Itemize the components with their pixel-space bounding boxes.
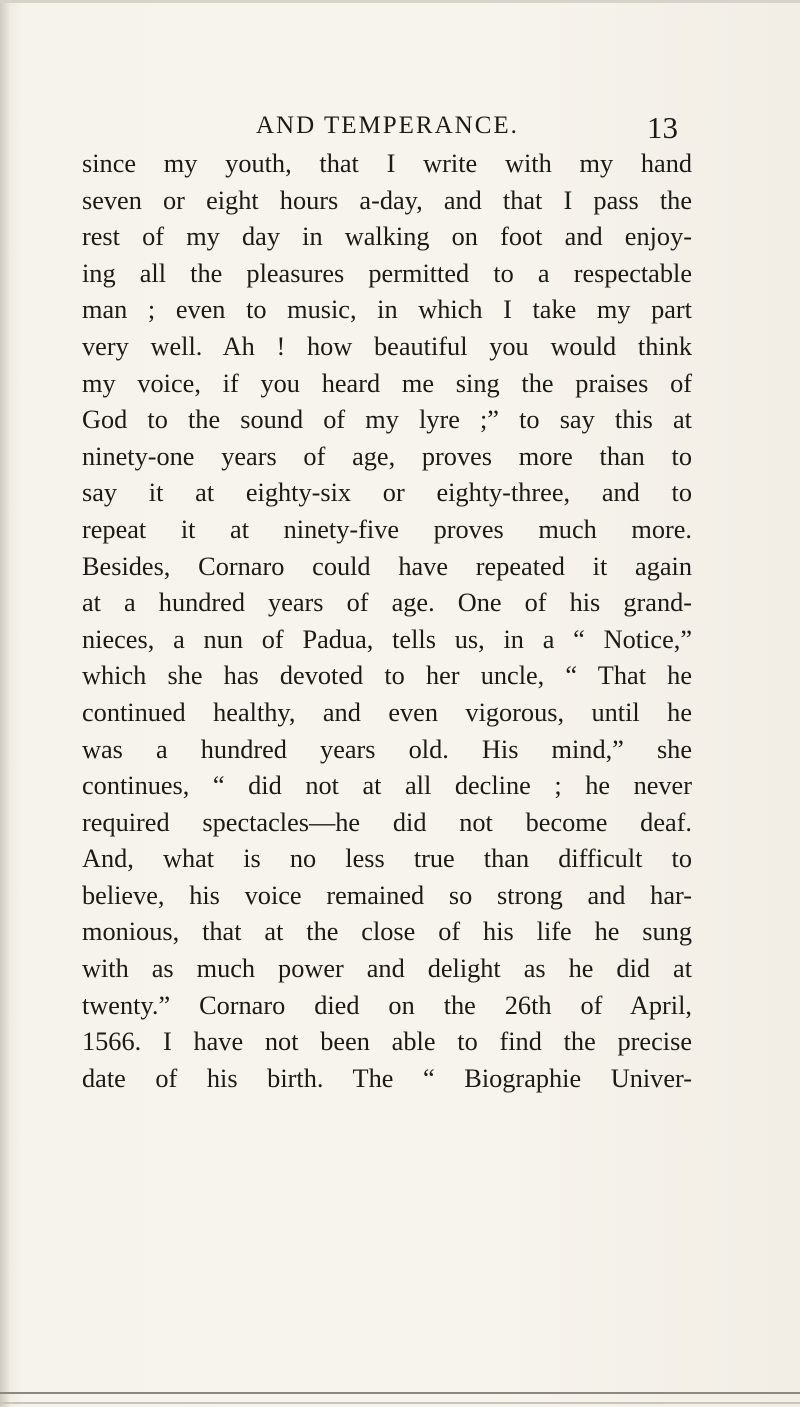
text-line: believe, his voice remained so strong and har- <box>82 880 692 910</box>
text-line: since my youth, that I write with my hand <box>82 149 692 178</box>
text-line: ninety-one years of age, proves more than to <box>82 441 692 471</box>
text-line: seven or eight hours a-day, and that I pass the <box>82 185 692 215</box>
text-line: nieces, a nun of Padua, tells us, in a “ Notice,” <box>82 624 692 654</box>
text-line: rest of my day in walking on foot and enjoy- <box>82 222 692 252</box>
text-line: required spectacles—he did not become deaf. <box>82 807 692 837</box>
body-text <box>82 146 692 1097</box>
page-number: 13 <box>647 110 678 145</box>
text-line: date of his birth. The “ Biographie Univer- <box>82 1063 692 1093</box>
text-line: was a hundred years old. His mind,” she <box>82 734 692 764</box>
running-title: AND TEMPERANCE. <box>256 112 519 139</box>
top-edge <box>0 0 800 3</box>
text-line: with as much power and delight as he did at <box>82 954 692 984</box>
text-line: man ; even to music, in which I take my part <box>82 295 692 325</box>
text-line: repeat it at ninety-five proves much more. <box>82 514 692 544</box>
text-line: monious, that at the close of his life he sung <box>82 917 692 947</box>
text-line: my voice, if you heard me sing the praises of <box>82 368 692 398</box>
text-line: continued healthy, and even vigorous, until he <box>82 697 692 727</box>
text-line: continues, “ did not at all decline ; he never <box>82 771 692 801</box>
page-gutter <box>0 0 10 1407</box>
text-line: Besides, Cornaro could have repeated it again <box>82 551 692 581</box>
text-line: ing all the pleasures permitted to a respectable <box>82 258 692 288</box>
text-line: at a hundred years of age. One of his grand- <box>82 588 692 618</box>
text-line: very well. Ah ! how beautiful you would think <box>82 331 692 361</box>
bottom-edge-line <box>0 1392 800 1394</box>
text-line: God to the sound of my lyre ;” to say this at <box>82 405 692 435</box>
text-line: 1566. I have not been able to find the precise <box>82 1027 692 1057</box>
text-line: which she has devoted to her uncle, “ That he <box>82 661 692 691</box>
text-line: say it at eighty-six or eighty-three, and to <box>82 478 692 508</box>
text-line: And, what is no less true than difficult to <box>82 844 692 874</box>
text-line: twenty.” Cornaro died on the 26th of April, <box>82 990 692 1020</box>
bottom-edge-shadow <box>0 1402 800 1404</box>
